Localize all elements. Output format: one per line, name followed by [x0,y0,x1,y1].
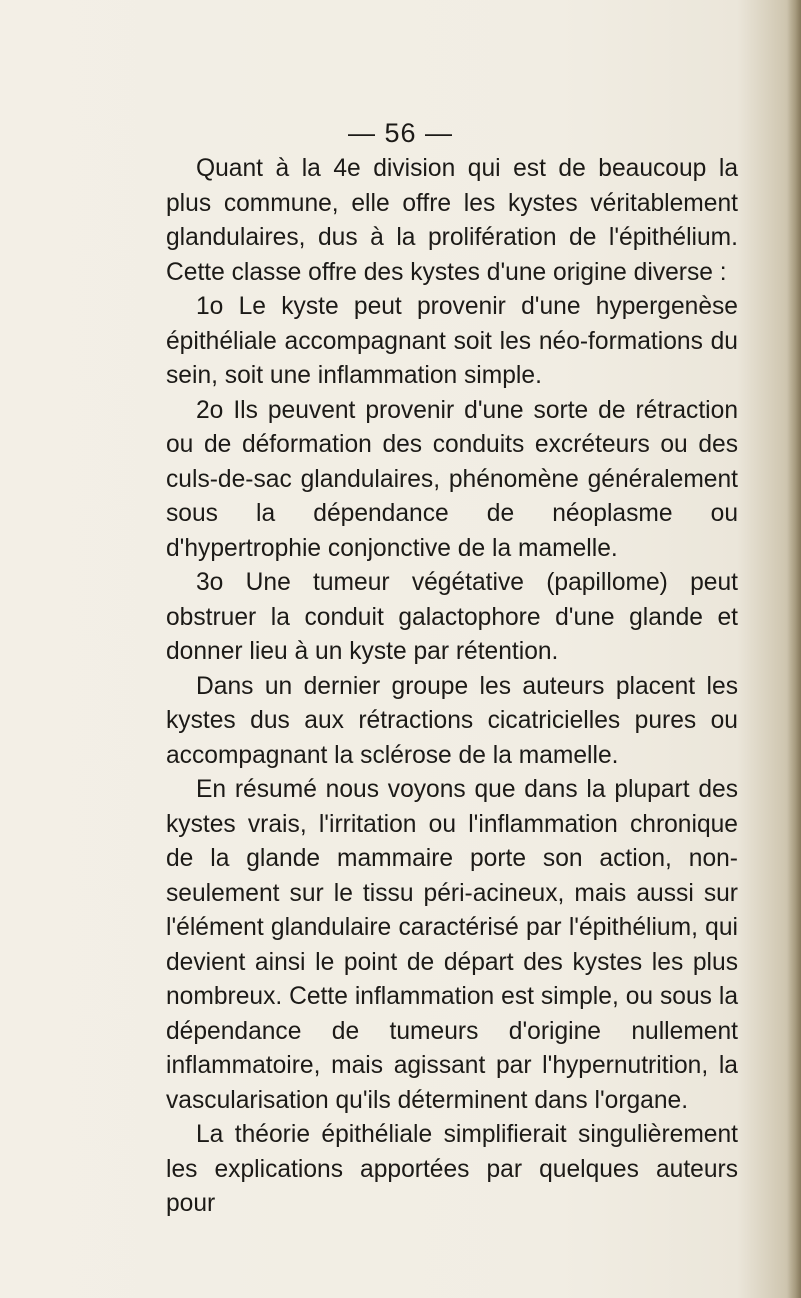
paragraph: 3o Une tumeur végétative (papillome) peut obstruer la conduit galactophore d'une glande et donner lieu à un kyste par rétention. [166,569,738,665]
paragraph: En résumé nous voyons que dans la plupart des kystes vrais, l'irritation ou l'inflammation chronique de la glande mammaire porte son action, non-seulement sur le tissu péri-acineux, mais aussi sur l'élément glandulaire caractérisé par l'épithélium, qui devient ainsi le point de départ des kystes les plus nombreux. Cette inflammation est simple, ou sous la dépendance de tumeurs d'origine nullement inflammatoire, mais agissant par l'hypernutrition, la vascularisation qu'ils déterminent dans l'organe. [166,776,738,1114]
paragraph: La théorie épithéliale simplifierait singulièrement les explications apportées par quelques auteurs pour [166,1121,738,1217]
paragraph: 2o Ils peuvent provenir d'une sorte de rétraction ou de déformation des conduits excréteurs ou des culs-de-sac glandulaires, phénomène généralement sous la dépendance de néoplasme ou d'hypertrophie conjonctive de la mamelle. [166,396,738,562]
binding-edge [787,0,801,1298]
paragraph: 1o Le kyste peut provenir d'une hypergenèse épithéliale accompagnant soit les néo-formations du sein, soit une inflammation simple. [166,293,738,389]
page-number: — 56 — [347,118,454,148]
paragraph: Dans un dernier groupe les auteurs placent les kystes dus aux rétractions cicatricielles pures ou accompagnant la sclérose de la mamelle. [166,672,738,769]
paragraph: Quant à la 4e division qui est de beaucoup la plus commune, elle offre les kystes véritablement glandulaires, dus à la prolifération de l'épithélium. Cette classe offre des kystes d'une origine diverse : [166,155,738,286]
body-text [166,152,738,1222]
